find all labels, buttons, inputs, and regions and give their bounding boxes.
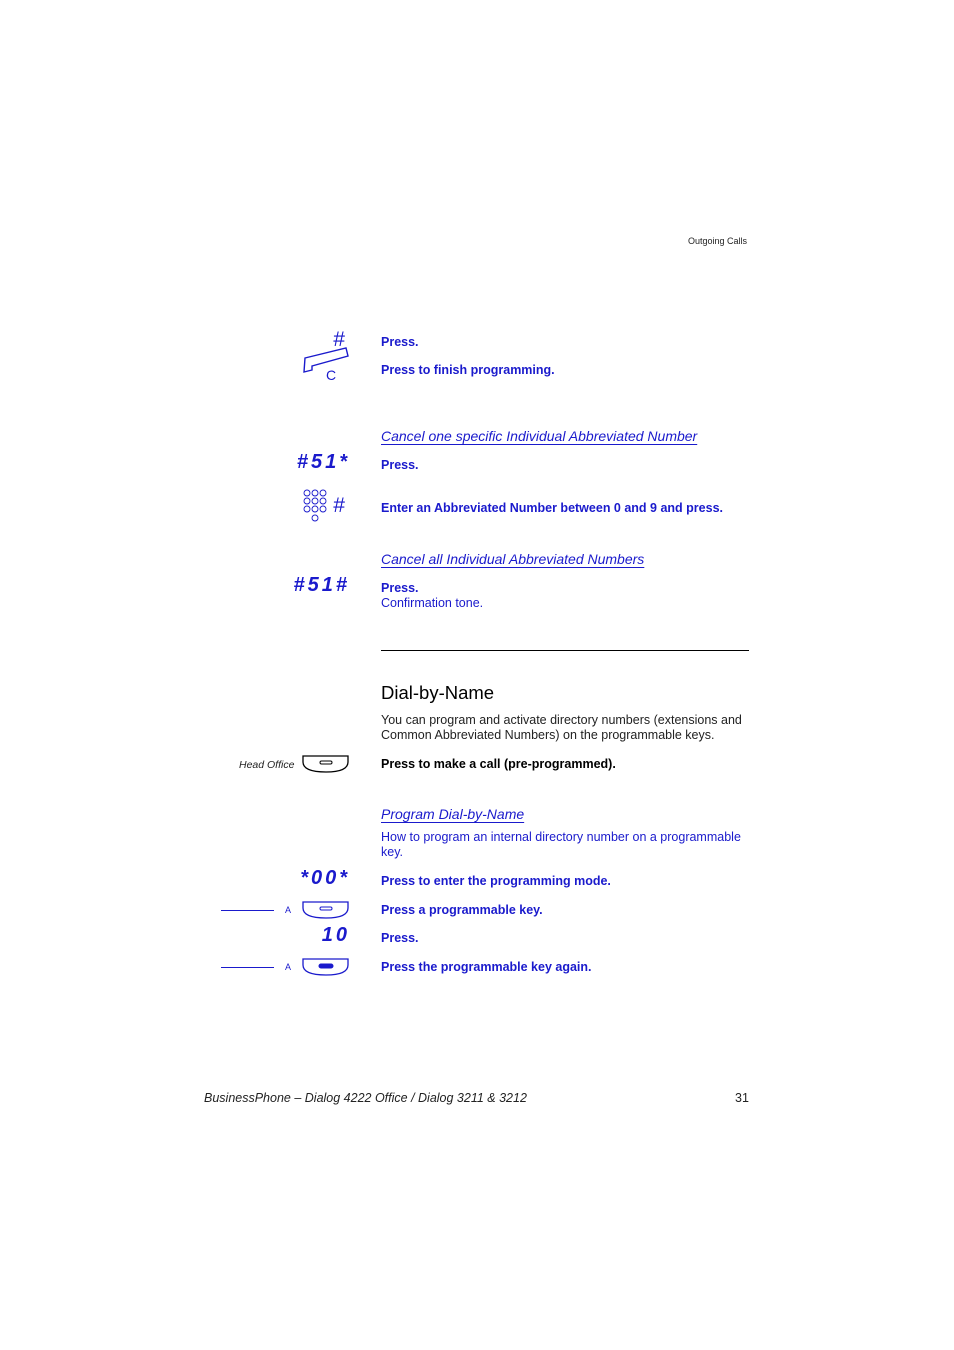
hash-key-icon: # (333, 494, 345, 517)
instruction-press: Press. (381, 335, 419, 349)
instruction-enter-programming: Press to enter the programming mode. (381, 874, 611, 888)
section-title: Dial-by-Name (381, 682, 495, 703)
key-label-a: A (285, 905, 292, 915)
code-10: 10 (321, 924, 350, 946)
clear-key-label: C (326, 367, 337, 383)
instruction-press-call: Press to make a call (pre-programmed). (381, 757, 616, 771)
confirmation-tone-note: Confirmation tone. (381, 596, 484, 610)
program-heading: Program Dial-by-Name (381, 806, 525, 822)
footer-title: BusinessPhone – Dialog 4222 Office / Dialog 3211 & 3212 (204, 1091, 527, 1105)
cancel-all-heading: Cancel all Individual Abbreviated Numbers (381, 551, 645, 567)
code-hash-51-hash: #51# (293, 574, 350, 596)
instruction-press-key: Press a programmable key. (381, 903, 543, 917)
programmable-key-pressed-icon (302, 957, 350, 977)
leader-line (221, 910, 274, 911)
section-intro: You can program and activate directory numbers (extensions and Common Abbreviated Numbers) on the programmable keys. (381, 713, 742, 742)
programmable-key-icon (302, 900, 350, 920)
instruction-finish-programming: Press to finish programming. (381, 363, 555, 377)
keypad-icon (302, 488, 330, 526)
key-label-a: A (285, 962, 292, 972)
leader-line (221, 967, 274, 968)
instruction-press: Press. (381, 931, 419, 945)
instruction-press-key-again: Press the programmable key again. (381, 960, 592, 974)
page-number: 31 (735, 1091, 749, 1105)
hash-key-icon: # (333, 328, 345, 351)
code-star-00-star: *00* (300, 867, 350, 889)
section-divider (381, 650, 749, 651)
programmable-key-icon (302, 754, 350, 774)
running-header: Outgoing Calls (688, 236, 748, 246)
instruction-enter-number: Enter an Abbreviated Number between 0 and 9 and press. (381, 501, 723, 515)
instruction-press: Press. (381, 458, 419, 472)
key-label-head-office: Head Office (239, 759, 295, 771)
program-description: How to program an internal directory number on a programmable key. (381, 830, 741, 859)
instruction-press: Press. (381, 581, 419, 595)
code-hash-51-star: #51* (296, 451, 350, 473)
cancel-specific-heading: Cancel one specific Individual Abbreviated Number (381, 428, 698, 444)
